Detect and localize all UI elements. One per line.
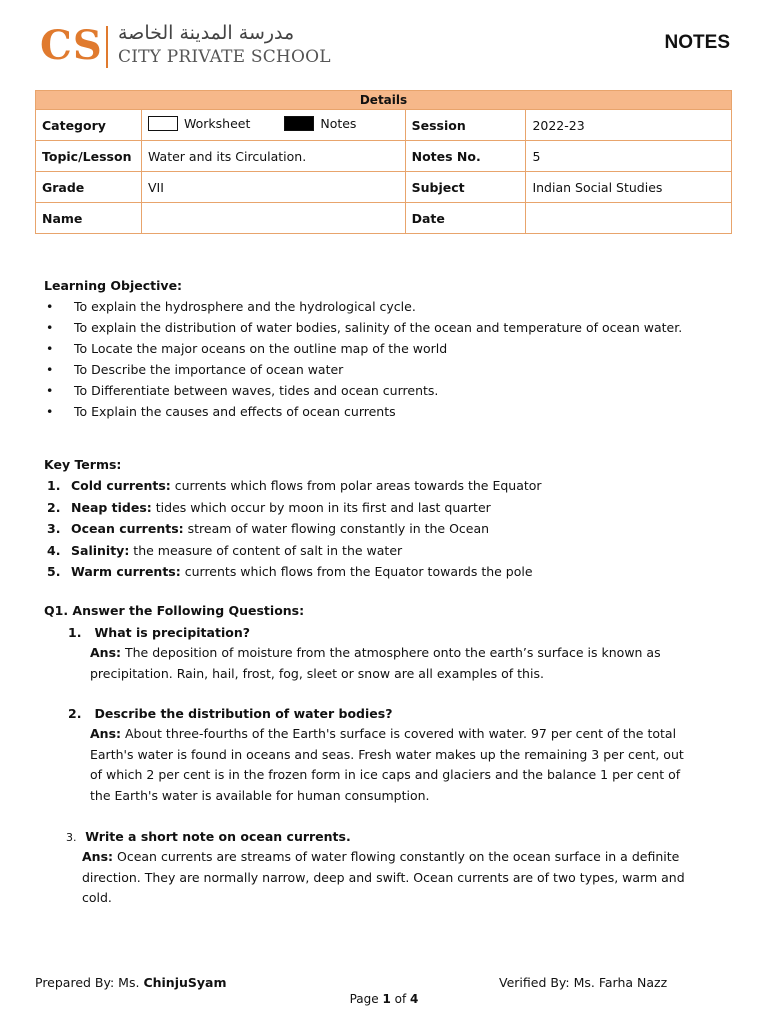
school-logo-mark: CS (40, 22, 103, 69)
notes-checkbox-checked[interactable] (284, 116, 314, 131)
question-text: 2. Describe the distribution of water bodies? (68, 706, 393, 721)
objective-item: • To explain the hydrosphere and the hydrological cycle. (44, 296, 734, 317)
answer-text: Ans: The deposition of moisture from the atmosphere onto the earth’s surface is known as precipitation. Rain, hail, frost, fog, sleet or snow are all examples of this. (90, 645, 661, 681)
date-field[interactable] (526, 203, 732, 234)
key-term-item: 2. Neap tides: tides which occur by moon in its first and last quarter (47, 499, 491, 515)
learning-objectives (44, 276, 734, 422)
question-1 (68, 622, 688, 684)
worksheet-option-label: Worksheet (183, 116, 251, 131)
category-label: Category (36, 110, 142, 141)
school-name-english: CITY PRIVATE SCHOOL (118, 47, 331, 67)
answer-text: Ans: About three-fourths of the Earth's surface is covered with water. 97 per cent of the total Earth's water is found in oceans and seas. Fresh water makes up the remaining 3 per cent, out of which 2 per cent is in the frozen form in ice caps and glaciers and the balance 1 per cent of the Earth's water is available for human consumption. (90, 726, 684, 804)
bullet-icon: • (46, 362, 54, 377)
bullet-icon: • (46, 299, 54, 314)
school-name-arabic: مدرسة المدينة الخاصة (118, 22, 295, 44)
question-3 (66, 826, 686, 909)
questions-title: Q1. Answer the Following Questions: (44, 603, 305, 618)
objectives-list (44, 296, 734, 422)
grade-label: Grade (36, 172, 142, 203)
session-value: 2022-23 (526, 110, 732, 141)
verified-by: Verified By: Ms. Farha Nazz (499, 975, 668, 990)
bullet-icon: • (46, 341, 54, 356)
question-2 (68, 703, 688, 807)
name-field[interactable] (141, 203, 405, 234)
grade-value: VII (141, 172, 405, 203)
bullet-icon: • (46, 383, 54, 398)
category-option-notes[interactable] (284, 116, 356, 131)
key-terms (44, 455, 734, 583)
page-header (40, 20, 740, 72)
key-terms-title: Key Terms: (44, 457, 122, 472)
objectives-title: Learning Objective: (44, 278, 183, 293)
objective-item: • To Describe the importance of ocean water (44, 359, 734, 380)
objective-item: • To Differentiate between waves, tides and ocean currents. (44, 380, 734, 401)
answer-text: Ans: Ocean currents are streams of water flowing constantly on the ocean surface in a definite direction. They are normally narrow, deep and swift. Ocean currents are of two types, warm and cold. (82, 849, 685, 906)
worksheet-checkbox[interactable] (148, 116, 178, 131)
subject-label: Subject (405, 172, 526, 203)
notes-no-value: 5 (526, 141, 732, 172)
notes-no-label: Notes No. (405, 141, 526, 172)
topic-label: Topic/Lesson (36, 141, 142, 172)
key-term-item: 4. Salinity: the measure of content of salt in the water (47, 542, 403, 558)
key-term-item: 3. Ocean currents: stream of water flowing constantly in the Ocean (47, 521, 490, 536)
document-type-title: NOTES (664, 32, 730, 53)
category-option-worksheet[interactable] (148, 116, 250, 131)
date-label: Date (405, 203, 526, 234)
details-table (35, 90, 732, 234)
topic-value: Water and its Circulation. (141, 141, 405, 172)
bullet-icon: • (46, 404, 54, 419)
question-text: 1. What is precipitation? (68, 625, 250, 640)
category-options (141, 110, 405, 141)
key-term-item: 5. Warm currents: currents which flows from the Equator towards the pole (47, 564, 533, 579)
page-number: Page 1 of 4 (349, 992, 419, 1006)
key-term-item: 1. Cold currents: currents which flows from polar areas towards the Equator (47, 478, 542, 493)
details-heading: Details (36, 91, 732, 110)
questions-title-wrap (44, 601, 734, 621)
name-label: Name (36, 203, 142, 234)
prepared-by: Prepared By: Ms. ChinjuSyam (35, 975, 227, 990)
bullet-icon: • (46, 320, 54, 335)
objective-item: • To Locate the major oceans on the outline map of the world (44, 338, 734, 359)
subject-value: Indian Social Studies (526, 172, 732, 203)
logo-divider (106, 26, 108, 68)
notes-option-label: Notes (320, 116, 357, 131)
session-label: Session (405, 110, 526, 141)
question-text: 3. Write a short note on ocean currents. (66, 829, 351, 844)
objective-item: • To Explain the causes and effects of ocean currents (44, 401, 734, 422)
objective-item: • To explain the distribution of water bodies, salinity of the ocean and temperature of ocean water. (44, 317, 734, 338)
